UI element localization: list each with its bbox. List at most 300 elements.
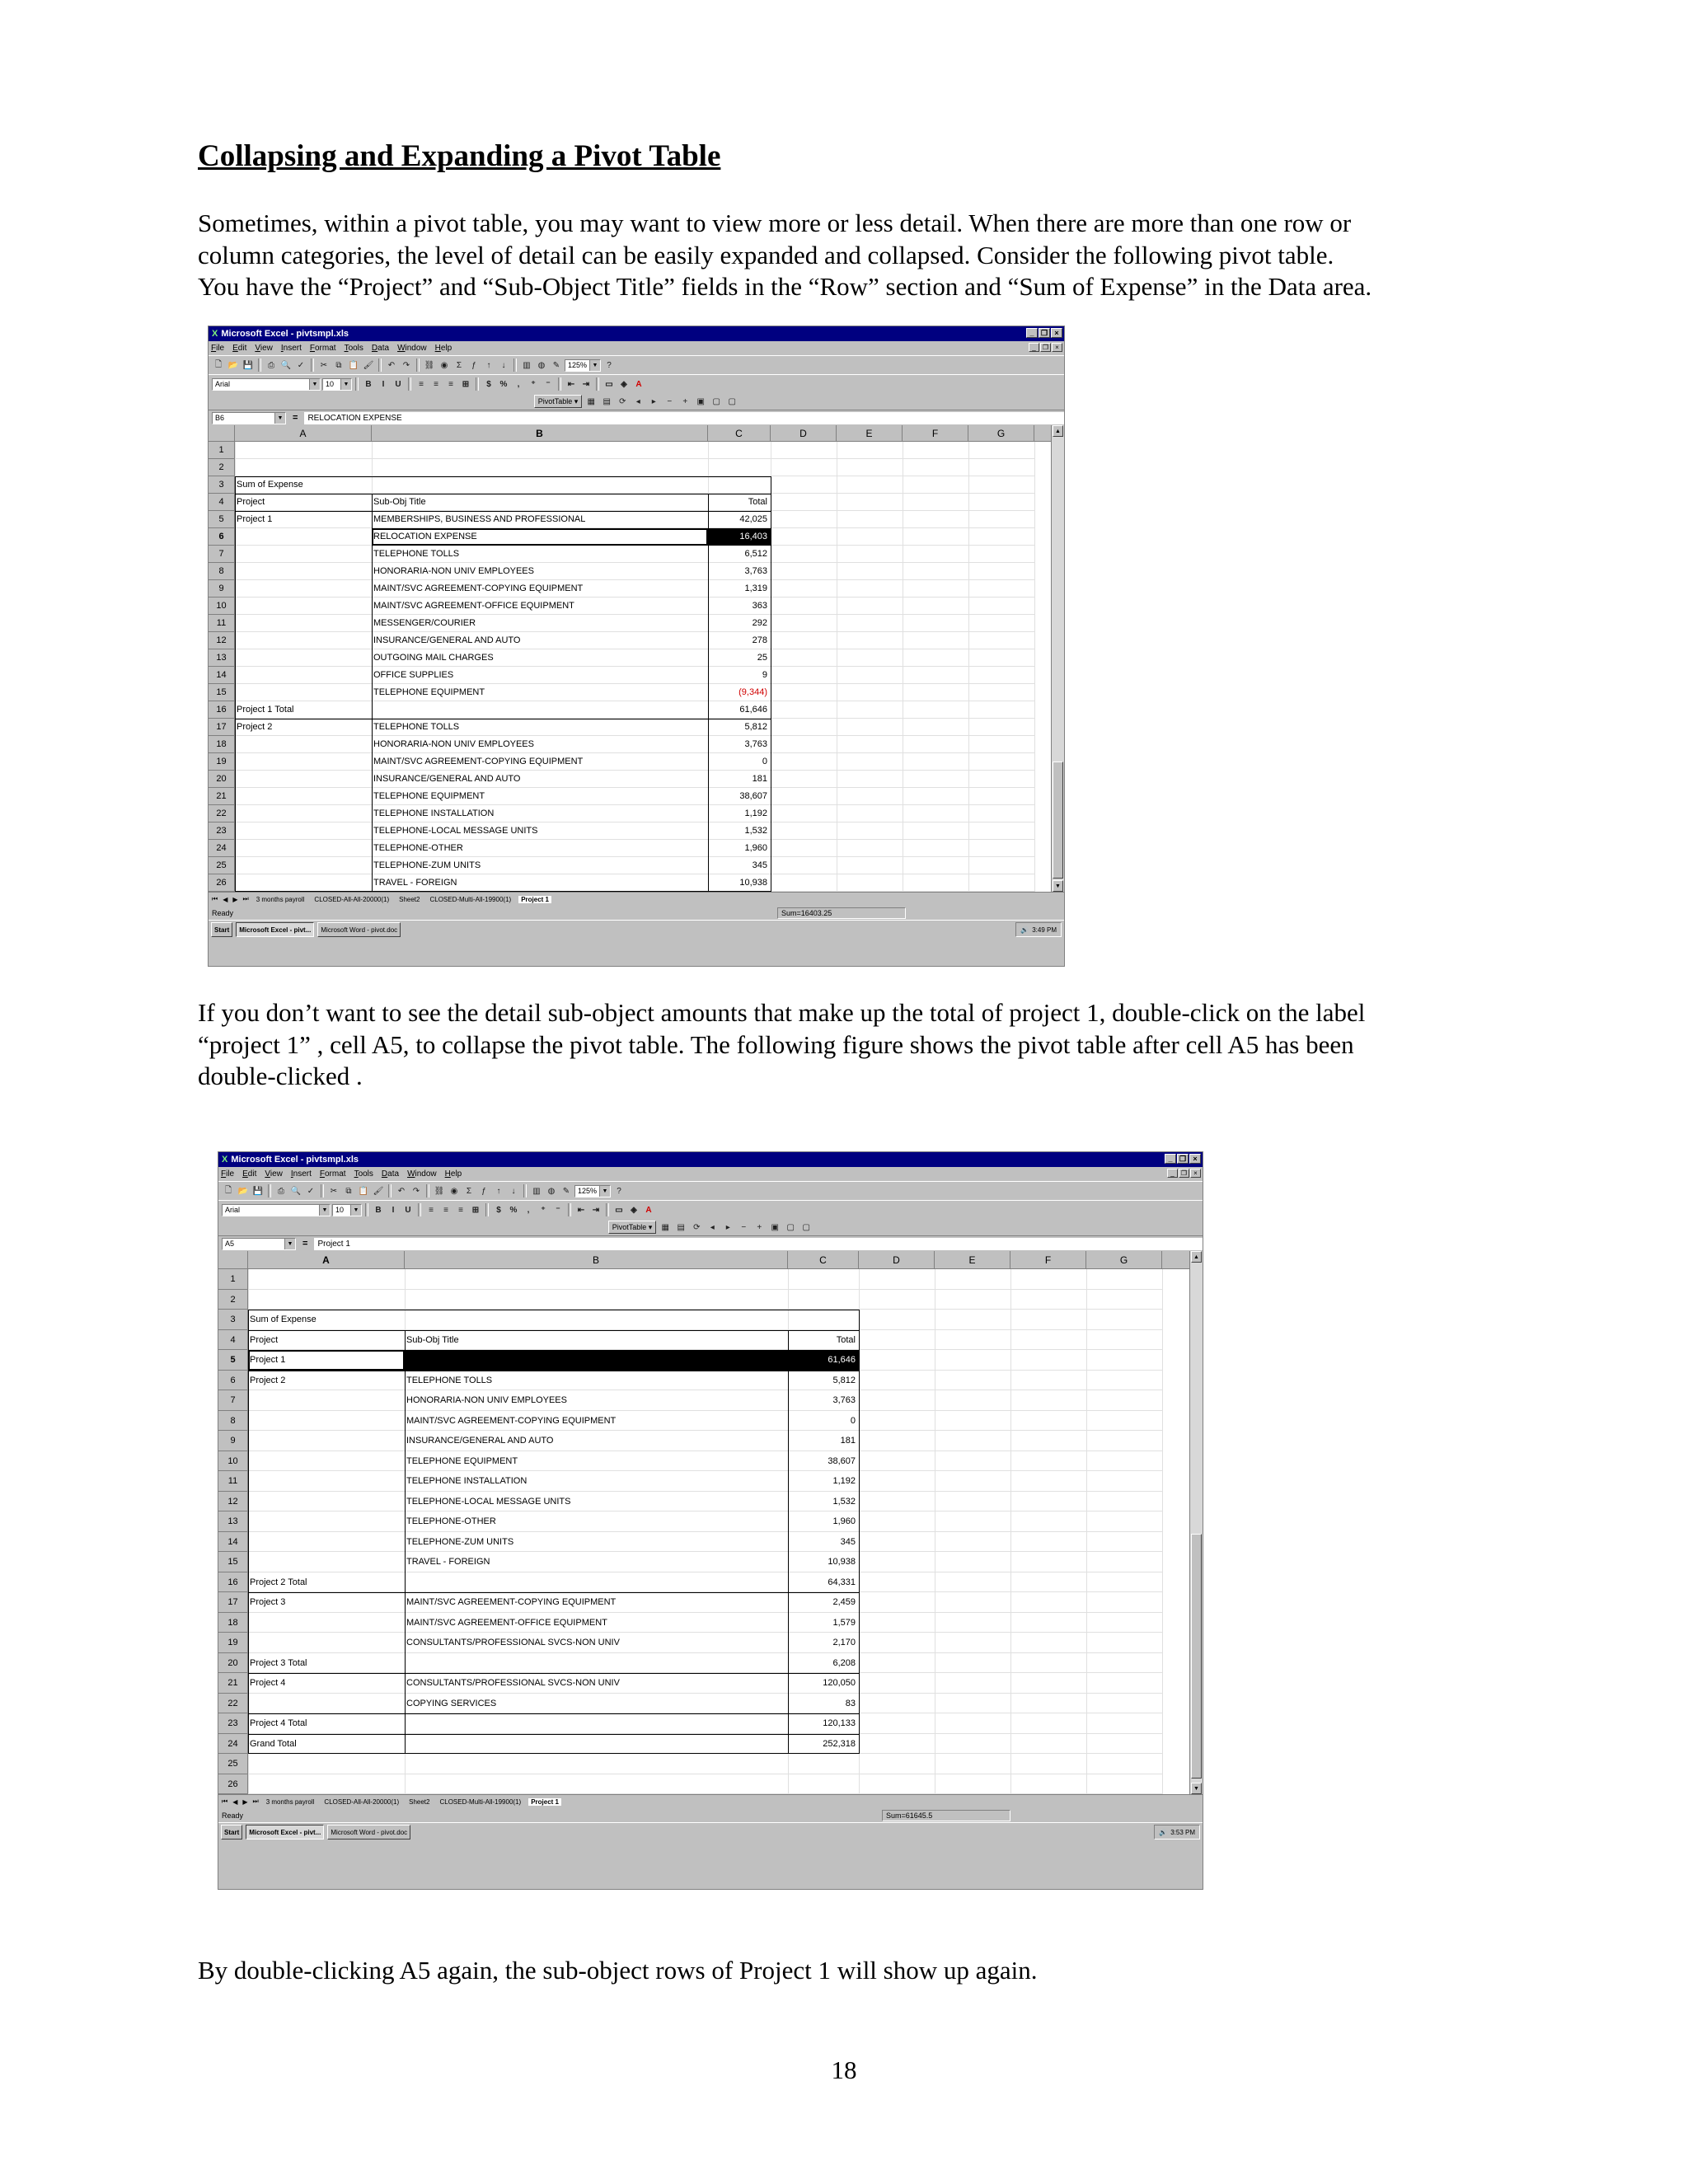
chevron-down-icon[interactable]: ▼ xyxy=(319,1205,330,1216)
web-toolbar-icon[interactable]: ◉ xyxy=(440,360,448,370)
hide-detail-icon[interactable]: − xyxy=(741,1222,747,1232)
menu-item-window[interactable]: Window xyxy=(407,1169,437,1179)
row-header[interactable]: 17 xyxy=(209,719,235,736)
row-header[interactable]: 21 xyxy=(209,788,235,805)
cell-b[interactable] xyxy=(405,1269,788,1290)
cell-b[interactable]: COPYING SERVICES xyxy=(406,1698,497,1708)
cell-b[interactable]: TELEPHONE INSTALLATION xyxy=(373,808,495,818)
select-all-corner[interactable] xyxy=(218,1251,248,1269)
formula-input[interactable]: Project 1 xyxy=(314,1238,1203,1250)
formula-input[interactable]: RELOCATION EXPENSE xyxy=(304,412,1064,424)
font-size-select[interactable] xyxy=(332,1204,362,1216)
underline-icon[interactable]: U xyxy=(395,379,401,389)
pivot-field-icon[interactable]: ▤ xyxy=(603,396,611,406)
autosum-icon[interactable]: Σ xyxy=(456,360,462,370)
cell-a[interactable] xyxy=(235,459,372,476)
align-left-icon[interactable]: ≡ xyxy=(419,379,424,389)
row-header[interactable]: 23 xyxy=(209,823,235,840)
menu-item-insert[interactable]: Insert xyxy=(290,1169,312,1179)
row-header[interactable]: 6 xyxy=(209,528,235,546)
sheet-tab[interactable]: 3 months payroll xyxy=(256,895,305,903)
cell-c[interactable]: Total xyxy=(748,497,767,507)
cell-c[interactable]: 345 xyxy=(752,860,767,870)
cell-c[interactable] xyxy=(788,1774,859,1795)
align-right-icon[interactable]: ≡ xyxy=(448,379,453,389)
cell-c[interactable]: 2,459 xyxy=(832,1597,856,1607)
cell-a[interactable] xyxy=(235,598,372,615)
map-icon[interactable]: ◍ xyxy=(547,1186,556,1196)
fill-color-icon[interactable]: ◈ xyxy=(631,1205,637,1215)
menu-item-format[interactable]: Format xyxy=(319,1169,346,1179)
show-detail-icon[interactable]: + xyxy=(682,396,688,406)
cell-c[interactable]: 38,607 xyxy=(739,791,767,801)
percent-icon[interactable]: % xyxy=(499,379,508,389)
row-header[interactable]: 4 xyxy=(209,494,235,511)
cell-b[interactable]: Sub-Obj Title xyxy=(373,497,426,507)
cell-b[interactable]: MAINT/SVC AGREEMENT-COPYING EQUIPMENT xyxy=(406,1415,617,1426)
show-pages-icon[interactable]: ▣ xyxy=(696,396,705,406)
chevron-down-icon[interactable]: ▼ xyxy=(340,379,351,390)
cell-c[interactable]: 5,812 xyxy=(744,722,767,732)
cell-c[interactable]: 292 xyxy=(752,618,767,628)
function-icon[interactable]: ƒ xyxy=(481,1186,486,1196)
row-header[interactable]: 15 xyxy=(209,684,235,701)
cell-c[interactable]: 1,960 xyxy=(744,843,767,853)
menu-item-edit[interactable]: Edit xyxy=(232,344,247,353)
cell-a[interactable] xyxy=(248,1613,405,1633)
cell-b[interactable]: TELEPHONE TOLLS xyxy=(373,722,460,732)
merge-center-icon[interactable]: ⊞ xyxy=(462,379,470,389)
cell-a[interactable] xyxy=(235,667,372,684)
cell-c[interactable]: 16,403 xyxy=(708,528,771,546)
cell-a[interactable] xyxy=(235,788,372,805)
cell-b[interactable]: TELEPHONE EQUIPMENT xyxy=(373,687,485,697)
cell-b[interactable]: TELEPHONE EQUIPMENT xyxy=(406,1455,518,1466)
borders-icon[interactable]: ▭ xyxy=(615,1205,623,1215)
cell-a[interactable]: Sum of Expense xyxy=(250,1315,316,1324)
column-header-g[interactable]: G xyxy=(968,425,1034,442)
doc-close-icon[interactable]: × xyxy=(1190,1169,1201,1178)
taskbar-excel-button[interactable]: Microsoft Excel - pivt... xyxy=(236,922,314,937)
cell-c[interactable]: 6,208 xyxy=(832,1657,856,1668)
hide-detail-icon[interactable]: − xyxy=(667,396,673,406)
cell-b[interactable]: HONORARIA-NON UNIV EMPLOYEES xyxy=(406,1395,567,1405)
cell-a[interactable] xyxy=(235,805,372,823)
undo-icon[interactable]: ↶ xyxy=(397,1186,406,1196)
cell-a[interactable]: Project 1 Total xyxy=(237,705,294,715)
cell-b[interactable]: TRAVEL - FOREIGN xyxy=(406,1557,490,1567)
menu-item-help[interactable]: Help xyxy=(444,1169,462,1179)
row-header[interactable]: 24 xyxy=(209,840,235,857)
taskbar-word-button[interactable]: Microsoft Word - pivot.doc xyxy=(317,922,401,937)
taskbar-word-button[interactable]: Microsoft Word - pivot.doc xyxy=(327,1825,410,1840)
row-header[interactable]: 1 xyxy=(209,442,235,459)
map-icon[interactable]: ◍ xyxy=(537,360,546,370)
scroll-up-icon[interactable]: ▲ xyxy=(1053,425,1063,437)
function-icon[interactable]: ƒ xyxy=(471,360,476,370)
scroll-down-icon[interactable]: ▼ xyxy=(1053,880,1063,892)
cell-a[interactable] xyxy=(248,1269,405,1290)
cell-a[interactable] xyxy=(248,1492,405,1512)
cell-a[interactable]: Project xyxy=(250,1334,279,1345)
show-pages-icon[interactable]: ▣ xyxy=(771,1222,779,1232)
scroll-down-icon[interactable]: ▼ xyxy=(1191,1783,1202,1794)
cell-b[interactable]: TELEPHONE-OTHER xyxy=(373,843,463,853)
autosum-icon[interactable]: Σ xyxy=(466,1186,472,1196)
sheet-tab[interactable]: Sheet2 xyxy=(409,1797,430,1806)
row-header[interactable]: 12 xyxy=(218,1492,248,1512)
new-icon[interactable]: 🗋 xyxy=(214,359,223,369)
row-header[interactable]: 5 xyxy=(218,1350,248,1371)
undo-icon[interactable]: ↶ xyxy=(387,360,396,370)
row-header[interactable]: 26 xyxy=(218,1774,248,1795)
pivot-field-icon[interactable]: ▤ xyxy=(677,1222,685,1232)
chevron-down-icon[interactable]: ▼ xyxy=(589,360,600,371)
cell-c[interactable]: 363 xyxy=(752,601,767,611)
cell-c[interactable]: 2,170 xyxy=(832,1638,856,1647)
chevron-down-icon[interactable]: ▼ xyxy=(284,1239,295,1249)
next-sheet-icon[interactable]: ▶ xyxy=(242,1797,248,1806)
cell-c[interactable]: 345 xyxy=(840,1536,856,1547)
align-center-icon[interactable]: ≡ xyxy=(443,1205,448,1215)
borders-icon[interactable]: ▭ xyxy=(605,379,613,389)
column-header-f[interactable]: F xyxy=(1010,1251,1086,1269)
cell-a[interactable]: Sum of Expense xyxy=(237,480,303,490)
copy-icon[interactable]: ⧉ xyxy=(335,360,342,370)
column-header-e[interactable]: E xyxy=(837,425,903,442)
vertical-scrollbar[interactable] xyxy=(1189,1251,1203,1794)
cell-a[interactable] xyxy=(235,615,372,632)
row-header[interactable]: 14 xyxy=(209,667,235,684)
cell-a[interactable]: Project 4 xyxy=(250,1678,286,1688)
chevron-down-icon[interactable]: ▼ xyxy=(274,413,285,424)
cell-a[interactable] xyxy=(248,1290,405,1310)
chart-wizard-icon[interactable]: ▥ xyxy=(523,360,531,370)
cell-c[interactable]: 1,319 xyxy=(744,583,767,593)
spelling-icon[interactable]: ✓ xyxy=(297,360,305,370)
cell-a[interactable] xyxy=(235,857,372,874)
cell-c[interactable]: 181 xyxy=(840,1436,856,1446)
column-header-c[interactable]: C xyxy=(788,1251,859,1269)
sort-desc-icon[interactable]: ↓ xyxy=(501,360,506,370)
first-sheet-icon[interactable]: ⏮ xyxy=(222,1797,228,1805)
select-all-corner[interactable] xyxy=(209,425,235,442)
select-data-icon[interactable]: ▢ xyxy=(728,396,736,406)
cell-b[interactable] xyxy=(405,1713,788,1734)
row-header[interactable]: 7 xyxy=(218,1390,248,1411)
column-header-a[interactable]: A xyxy=(248,1251,405,1269)
chevron-down-icon[interactable]: ▼ xyxy=(309,379,320,390)
sort-asc-icon[interactable]: ↑ xyxy=(496,1186,501,1196)
drawing-icon[interactable]: ✎ xyxy=(562,1186,570,1196)
increase-decimal-icon[interactable]: ⁺ xyxy=(541,1205,546,1215)
cell-c[interactable]: 120,133 xyxy=(823,1718,856,1728)
cell-c[interactable]: 3,763 xyxy=(832,1395,856,1405)
menu-item-view[interactable]: View xyxy=(265,1169,283,1179)
cell-c[interactable]: 1,960 xyxy=(832,1516,856,1526)
cell-c[interactable]: 1,192 xyxy=(832,1476,856,1486)
sheet-tab[interactable]: Project 1 xyxy=(528,1798,561,1806)
cell-b[interactable]: MEMBERSHIPS, BUSINESS AND PROFESSIONAL xyxy=(373,514,586,524)
sort-asc-icon[interactable]: ↑ xyxy=(486,360,491,370)
select-data-icon[interactable]: ▢ xyxy=(802,1222,810,1232)
cell-b[interactable] xyxy=(405,1653,788,1674)
cell-b[interactable]: Sub-Obj Title xyxy=(406,1334,459,1345)
print-preview-icon[interactable]: 🔍 xyxy=(280,360,292,370)
cell-c[interactable]: 6,512 xyxy=(744,549,767,559)
drawing-icon[interactable]: ✎ xyxy=(552,360,560,370)
align-left-icon[interactable]: ≡ xyxy=(429,1205,434,1215)
close-icon[interactable]: × xyxy=(1051,328,1062,338)
decrease-decimal-icon[interactable]: ⁻ xyxy=(556,1205,560,1215)
menu-item-data[interactable]: Data xyxy=(371,344,390,353)
align-center-icon[interactable]: ≡ xyxy=(434,379,438,389)
scroll-thumb[interactable] xyxy=(1053,762,1063,879)
cell-a[interactable]: Project 2 xyxy=(250,1375,286,1385)
decrease-indent-icon[interactable]: ⇤ xyxy=(577,1205,585,1215)
cell-c[interactable]: 1,532 xyxy=(832,1496,856,1507)
paste-icon[interactable]: 📋 xyxy=(348,360,359,370)
column-header-c[interactable]: C xyxy=(708,425,771,442)
cell-c[interactable] xyxy=(788,1754,859,1774)
cell-c[interactable]: 42,025 xyxy=(739,514,767,524)
next-sheet-icon[interactable]: ▶ xyxy=(232,895,238,903)
sheet-tab[interactable]: CLOSED-All-All-20000(1) xyxy=(324,1797,400,1806)
cell-a[interactable] xyxy=(248,1532,405,1553)
cell-b[interactable]: TELEPHONE TOLLS xyxy=(406,1375,493,1385)
bold-icon[interactable]: B xyxy=(375,1205,382,1215)
zoom-select[interactable] xyxy=(565,359,601,372)
doc-close-icon[interactable]: × xyxy=(1052,343,1062,352)
cell-a[interactable] xyxy=(235,649,372,667)
column-header-d[interactable]: D xyxy=(859,1251,935,1269)
first-sheet-icon[interactable]: ⏮ xyxy=(212,895,218,902)
row-header[interactable]: 22 xyxy=(209,805,235,823)
row-header[interactable]: 16 xyxy=(218,1572,248,1593)
column-header-e[interactable]: E xyxy=(935,1251,1010,1269)
cell-a[interactable]: Project 1 xyxy=(248,1350,405,1371)
cell-b[interactable]: MAINT/SVC AGREEMENT-COPYING EQUIPMENT xyxy=(373,757,584,766)
cell-a[interactable] xyxy=(235,546,372,563)
cell-b[interactable]: MAINT/SVC AGREEMENT-OFFICE EQUIPMENT xyxy=(406,1617,607,1628)
row-header[interactable]: 16 xyxy=(209,701,235,719)
cell-a[interactable] xyxy=(248,1774,405,1795)
open-icon[interactable]: 📂 xyxy=(237,1186,249,1196)
menu-item-view[interactable]: View xyxy=(255,344,273,353)
font-color-icon[interactable]: A xyxy=(635,379,642,389)
sort-desc-icon[interactable]: ↓ xyxy=(511,1186,516,1196)
row-header[interactable]: 2 xyxy=(209,459,235,476)
column-header-b[interactable]: B xyxy=(372,425,708,442)
cell-a[interactable] xyxy=(248,1633,405,1653)
sheet-tab[interactable]: Sheet2 xyxy=(399,895,420,903)
bold-icon[interactable]: B xyxy=(365,379,372,389)
currency-icon[interactable]: $ xyxy=(496,1205,501,1215)
cell-a[interactable] xyxy=(235,563,372,580)
cell-c[interactable]: 3,763 xyxy=(744,566,767,576)
start-button[interactable]: Start xyxy=(221,1825,242,1840)
cell-c[interactable] xyxy=(708,459,771,476)
cell-a[interactable]: Project xyxy=(237,497,265,507)
cell-c[interactable]: 0 xyxy=(850,1415,856,1426)
save-icon[interactable]: 💾 xyxy=(252,1186,264,1196)
cell-b[interactable] xyxy=(405,1774,788,1795)
cell-b[interactable]: TELEPHONE-LOCAL MESSAGE UNITS xyxy=(406,1496,571,1507)
open-icon[interactable]: 📂 xyxy=(227,360,239,370)
font-size-select[interactable] xyxy=(322,378,352,391)
volume-icon[interactable]: 🔊 xyxy=(1159,1828,1168,1836)
ungroup-icon[interactable]: ◂ xyxy=(635,396,640,406)
underline-icon[interactable]: U xyxy=(405,1205,411,1215)
group-icon[interactable]: ▸ xyxy=(725,1222,730,1232)
row-header[interactable]: 20 xyxy=(209,771,235,788)
restore-icon[interactable]: ❐ xyxy=(1039,328,1050,338)
cell-b[interactable]: INSURANCE/GENERAL AND AUTO xyxy=(406,1436,554,1446)
redo-icon[interactable]: ↷ xyxy=(402,360,410,370)
print-icon[interactable]: ⎙ xyxy=(278,1186,284,1196)
menu-item-window[interactable]: Window xyxy=(397,344,427,353)
menu-item-tools[interactable]: Tools xyxy=(354,1169,373,1179)
chevron-down-icon[interactable]: ▼ xyxy=(599,1186,610,1197)
hyperlink-icon[interactable]: ⛓ xyxy=(424,360,435,370)
show-detail-icon[interactable]: + xyxy=(757,1222,762,1232)
print-icon[interactable]: ⎙ xyxy=(268,360,274,370)
cell-b[interactable]: MAINT/SVC AGREEMENT-OFFICE EQUIPMENT xyxy=(373,601,574,611)
row-header[interactable]: 8 xyxy=(209,563,235,580)
italic-icon[interactable]: I xyxy=(382,379,385,389)
cell-b[interactable]: MESSENGER/COURIER xyxy=(373,618,476,628)
increase-decimal-icon[interactable]: ⁺ xyxy=(531,379,536,389)
cell-c[interactable]: 5,812 xyxy=(832,1375,856,1385)
cell-b[interactable]: INSURANCE/GENERAL AND AUTO xyxy=(373,635,521,645)
prev-sheet-icon[interactable]: ◀ xyxy=(232,1797,238,1806)
align-right-icon[interactable]: ≡ xyxy=(458,1205,463,1215)
cell-b[interactable]: TELEPHONE-OTHER xyxy=(406,1516,496,1526)
font-color-icon[interactable]: A xyxy=(645,1205,652,1215)
chevron-down-icon[interactable]: ▼ xyxy=(350,1205,361,1216)
cell-a[interactable] xyxy=(235,736,372,753)
cell-a[interactable]: Project 1 xyxy=(237,514,273,524)
volume-icon[interactable]: 🔊 xyxy=(1020,926,1029,934)
row-header[interactable]: 1 xyxy=(218,1269,248,1290)
menu-item-format[interactable]: Format xyxy=(309,344,336,353)
cell-b[interactable]: TRAVEL - FOREIGN xyxy=(373,878,457,888)
cell-c[interactable]: 3,763 xyxy=(744,739,767,749)
last-sheet-icon[interactable]: ⏭ xyxy=(242,895,249,902)
chart-wizard-icon[interactable]: ▥ xyxy=(532,1186,541,1196)
cell-b[interactable] xyxy=(405,1572,788,1593)
hyperlink-icon[interactable]: ⛓ xyxy=(434,1186,445,1196)
cell-c[interactable]: 181 xyxy=(752,774,767,784)
redo-icon[interactable]: ↷ xyxy=(412,1186,420,1196)
cell-a[interactable]: Project 2 xyxy=(237,722,273,732)
close-icon[interactable]: × xyxy=(1189,1154,1201,1164)
vertical-scrollbar[interactable] xyxy=(1051,425,1064,892)
cell-a[interactable] xyxy=(248,1754,405,1774)
cell-b[interactable] xyxy=(405,1290,788,1310)
cell-c[interactable]: 10,938 xyxy=(739,878,767,888)
select-label-icon[interactable]: ▢ xyxy=(786,1222,795,1232)
refresh-icon[interactable]: ⟳ xyxy=(693,1222,701,1232)
cell-b[interactable] xyxy=(372,459,708,476)
cell-a[interactable] xyxy=(235,874,372,892)
currency-icon[interactable]: $ xyxy=(486,379,491,389)
cell-b[interactable]: CONSULTANTS/PROFESSIONAL SVCS-NON UNIV xyxy=(406,1678,620,1688)
cell-c[interactable]: 120,050 xyxy=(823,1678,856,1688)
row-header[interactable]: 4 xyxy=(218,1330,248,1351)
cell-a[interactable]: Project 3 xyxy=(250,1597,286,1607)
cell-b[interactable]: TELEPHONE-LOCAL MESSAGE UNITS xyxy=(373,826,538,836)
font-name-select[interactable] xyxy=(222,1204,331,1216)
cell-b[interactable] xyxy=(405,1350,788,1371)
row-header[interactable]: 25 xyxy=(209,857,235,874)
cell-b[interactable]: OFFICE SUPPLIES xyxy=(373,670,454,680)
row-header[interactable]: 12 xyxy=(209,632,235,649)
scroll-up-icon[interactable]: ▲ xyxy=(1191,1251,1202,1263)
taskbar-excel-button[interactable]: Microsoft Excel - pivt... xyxy=(246,1825,324,1840)
row-header[interactable]: 17 xyxy=(218,1592,248,1613)
row-header[interactable]: 26 xyxy=(209,874,235,892)
cell-a[interactable] xyxy=(248,1552,405,1572)
column-header-b[interactable]: B xyxy=(405,1251,788,1269)
percent-icon[interactable]: % xyxy=(509,1205,518,1215)
cell-c[interactable] xyxy=(788,1310,859,1330)
cell-b[interactable]: HONORARIA-NON UNIV EMPLOYEES xyxy=(373,739,534,749)
cell-b[interactable]: OUTGOING MAIL CHARGES xyxy=(373,653,494,663)
help-icon[interactable]: ? xyxy=(617,1186,621,1196)
increase-indent-icon[interactable]: ⇥ xyxy=(582,379,590,389)
copy-icon[interactable]: ⧉ xyxy=(345,1186,352,1196)
cell-a[interactable] xyxy=(235,684,372,701)
cell-c[interactable]: 1,192 xyxy=(744,808,767,818)
spelling-icon[interactable]: ✓ xyxy=(307,1186,315,1196)
comma-icon[interactable]: , xyxy=(527,1205,530,1215)
paste-icon[interactable]: 📋 xyxy=(358,1186,369,1196)
refresh-icon[interactable]: ⟳ xyxy=(619,396,626,406)
row-header[interactable]: 24 xyxy=(218,1734,248,1755)
column-header-a[interactable]: A xyxy=(235,425,372,442)
cell-b[interactable] xyxy=(405,1754,788,1774)
row-header[interactable]: 21 xyxy=(218,1673,248,1694)
cell-c[interactable]: 25 xyxy=(757,653,767,663)
row-header[interactable]: 3 xyxy=(218,1310,248,1330)
cut-icon[interactable]: ✂ xyxy=(330,1186,338,1196)
column-header-g[interactable]: G xyxy=(1086,1251,1162,1269)
cell-c[interactable] xyxy=(708,476,771,494)
doc-minimize-icon[interactable]: _ xyxy=(1029,343,1039,352)
last-sheet-icon[interactable]: ⏭ xyxy=(252,1797,259,1805)
row-header[interactable]: 11 xyxy=(209,615,235,632)
doc-restore-icon[interactable]: ❐ xyxy=(1040,343,1051,352)
cell-c[interactable]: 38,607 xyxy=(828,1455,856,1466)
cell-a[interactable] xyxy=(248,1694,405,1714)
cell-b[interactable]: RELOCATION EXPENSE xyxy=(372,528,708,546)
format-painter-icon[interactable]: 🖌 xyxy=(373,1186,384,1196)
fill-color-icon[interactable]: ◈ xyxy=(621,379,627,389)
italic-icon[interactable]: I xyxy=(392,1205,395,1215)
row-header[interactable]: 2 xyxy=(218,1290,248,1310)
print-preview-icon[interactable]: 🔍 xyxy=(290,1186,302,1196)
row-header[interactable]: 25 xyxy=(218,1754,248,1774)
cell-a[interactable] xyxy=(248,1411,405,1432)
row-header[interactable]: 14 xyxy=(218,1532,248,1553)
pivot-wizard-icon[interactable]: ▦ xyxy=(661,1222,669,1232)
row-header[interactable]: 13 xyxy=(218,1511,248,1532)
cell-b[interactable]: TELEPHONE-ZUM UNITS xyxy=(406,1536,514,1547)
row-header[interactable]: 8 xyxy=(218,1411,248,1432)
menu-item-tools[interactable]: Tools xyxy=(344,344,363,353)
name-box[interactable] xyxy=(222,1238,296,1250)
